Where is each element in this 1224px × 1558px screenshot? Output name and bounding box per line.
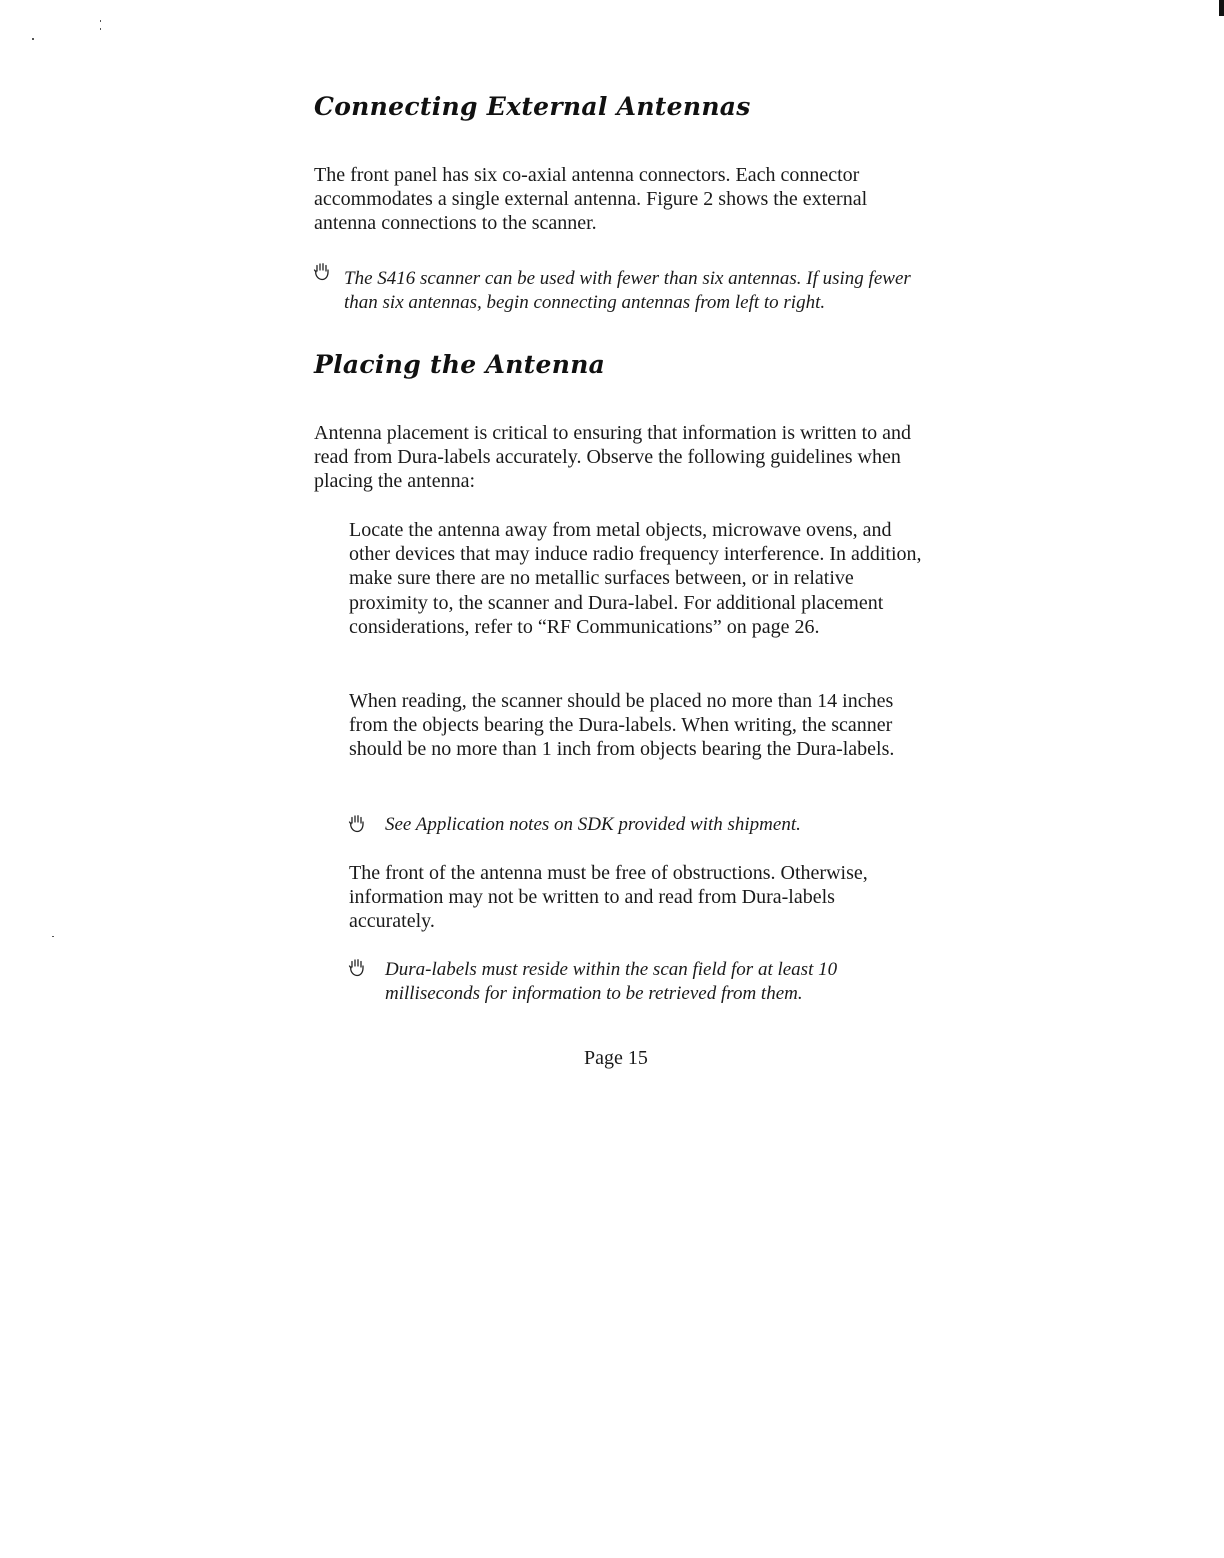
- hand-icon: [313, 262, 331, 282]
- note-scan-field-duration: Dura-labels must reside within the scan field for at least 10 milliseconds for information to be retrieved from them.: [385, 959, 838, 1004]
- paragraph-guideline-reading-writing-distance: When reading, the scanner should be placed no more than 14 inches from the objects bearing the Dura-labels. When writing, the scanner should be no more than 1 inch from objects bearing the Dura-labels.: [349, 690, 895, 761]
- paragraph-guideline-free-of-obstructions: The front of the antenna must be free of obstructions. Otherwise, information may not be written to and read from Dura-labels accurately.: [349, 862, 868, 933]
- note-application-notes: See Application notes on SDK provided with shipment.: [385, 814, 801, 835]
- hand-icon: [348, 958, 366, 978]
- scan-speck: [52, 936, 54, 937]
- section-heading-connecting-external-antennas: Connecting External Antennas: [314, 92, 751, 121]
- scan-speck: [32, 38, 34, 40]
- scan-corner-mark: [1219, 0, 1224, 16]
- scan-speck: [100, 20, 101, 22]
- paragraph-guideline-locate-antenna: Locate the antenna away from metal objects, microwave ovens, and other devices that may induce radio frequency interference. In addition, make sure there are no metallic surfaces between, or in relative proximity to, the scanner and Dura-label. For additional placement considerations, refer to “RF Communications” on page 26.: [349, 519, 922, 638]
- paragraph-antenna-placement-intro: Antenna placement is critical to ensuring that information is written to and read from Dura-labels accurately. Observe the following guidelines when placing the antenna:: [314, 422, 912, 493]
- paragraph-front-panel: The front panel has six co-axial antenna connectors. Each connector accommodates a single external antenna. Figure 2 shows the external antenna connections to the scanner.: [314, 164, 868, 235]
- note-fewer-antennas: The S416 scanner can be used with fewer than six antennas. If using fewer than six antennas, begin connecting antennas from left to right.: [344, 268, 911, 313]
- hand-icon: [348, 814, 366, 834]
- scan-speck: [100, 28, 101, 30]
- page-number: Page 15: [584, 1047, 648, 1069]
- section-heading-placing-the-antenna: Placing the Antenna: [314, 350, 606, 379]
